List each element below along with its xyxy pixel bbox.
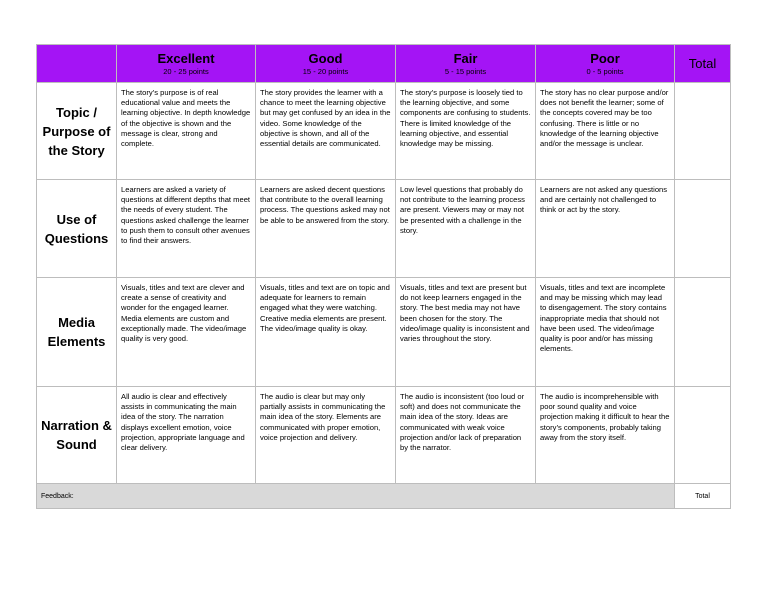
level-name: Good <box>308 50 343 66</box>
criterion-label: Topic / Purpose of the Story <box>37 83 117 180</box>
header-level-fair <box>396 45 536 83</box>
header-level-good <box>256 45 396 83</box>
criterion-label: Media Elements <box>37 278 117 387</box>
level-name: Poor <box>590 50 620 66</box>
rubric-row-questions <box>37 180 731 278</box>
rubric-cell-good: The audio is clear but may only partially assists in communicating the main idea of the story. Elements are communicated with proper emotion, voice projection and delivery. <box>256 387 396 484</box>
rubric-row-topic <box>37 83 731 180</box>
header-level-excellent <box>117 45 256 83</box>
rubric-cell-fair: Low level questions that probably do not contribute to the learning process are present. Viewers may or may not be presented with a challenge in the story. <box>396 180 536 278</box>
level-points: 0 - 5 points <box>586 66 624 76</box>
rubric-cell-excellent: Visuals, titles and text are clever and create a sense of creativity and wonder for the engaged learner. Media elements are custom and exceptionally made. The video/image quality is very good. <box>117 278 256 387</box>
level-points: 15 - 20 points <box>302 66 349 76</box>
rubric-cell-good: The story provides the learner with a chance to meet the learning objective but may get confused by an idea in the video. Some knowledge of the objective is shown, and all of the essential details are communicated. <box>256 83 396 180</box>
level-points: 5 - 15 points <box>444 66 487 76</box>
feedback-row <box>37 484 731 509</box>
rubric-cell-fair: The story’s purpose is loosely tied to the learning objective, and some components are confusing to students. There is limited knowledge of the learning objective, and essential knowledge may be missing. <box>396 83 536 180</box>
header-total: Total <box>675 45 731 83</box>
level-name: Fair <box>453 50 478 66</box>
grand-total-label: Total <box>675 484 731 509</box>
rubric-cell-good: Visuals, titles and text are on topic and adequate for learners to remain engaged what they were watching. Creative media elements are present. The video/image quality is okay. <box>256 278 396 387</box>
rubric-cell-good: Learners are asked decent questions that contribute to the overall learning process. The questions asked may not be able to be answered from the story. <box>256 180 396 278</box>
row-total-cell[interactable] <box>675 387 731 484</box>
rubric-table <box>36 44 731 509</box>
row-total-cell[interactable] <box>675 180 731 278</box>
rubric-cell-excellent: Learners are asked a variety of questions at different depths that meet the needs of every student. The questions asked challenge the learner to push them to consult other avenues to find their answers. <box>117 180 256 278</box>
header-level-poor <box>536 45 675 83</box>
row-total-cell[interactable] <box>675 278 731 387</box>
rubric-cell-fair: Visuals, titles and text are present but do not keep learners engaged in the story. The best media may not have been chosen for the story. The video/image quality is inconsistent and varies throughout the story. <box>396 278 536 387</box>
rubric-row-narration <box>37 387 731 484</box>
level-points: 20 - 25 points <box>163 66 209 76</box>
rubric-cell-poor: Visuals, titles and text are incomplete and may be missing which may lead to disengagement. The story contains inappropriate media that should not have been used. The video/image quality is poor and/or has missing elements. <box>536 278 675 387</box>
rubric-row-media <box>37 278 731 387</box>
criterion-label: Use of Questions <box>37 180 117 278</box>
criterion-label: Narration & Sound <box>37 387 117 484</box>
header-blank-cell <box>37 45 117 83</box>
rubric-cell-poor: The audio is incomprehensible with poor sound quality and voice projection making it difficult to hear the story’s components, probably taking away from the story itself. <box>536 387 675 484</box>
rubric-cell-poor: Learners are not asked any questions and are certainly not challenged to think or act by the story. <box>536 180 675 278</box>
rubric-cell-fair: The audio is inconsistent (too loud or soft) and does not communicate the main idea of the story. Ideas are communicated with weak voice projection and/or lack of preparation by the narrator. <box>396 387 536 484</box>
rubric-cell-excellent: The story’s purpose is of real educational value and meets the learning objective. In depth knowledge of the objective is shown and the message is clear, strong and complete. <box>117 83 256 180</box>
feedback-field[interactable]: Feedback: <box>37 484 675 509</box>
header-row <box>37 45 731 83</box>
level-name: Excellent <box>157 50 215 66</box>
row-total-cell[interactable] <box>675 83 731 180</box>
rubric-cell-excellent: All audio is clear and effectively assists in communicating the main idea of the story. The narration displays excellent emotion, voice projection, appropriate language and clear delivery. <box>117 387 256 484</box>
rubric-cell-poor: The story has no clear purpose and/or does not benefit the learner; some of the concepts covered may be too confusing. There is little or no knowledge of the learning objective and/or the message is unclear. <box>536 83 675 180</box>
